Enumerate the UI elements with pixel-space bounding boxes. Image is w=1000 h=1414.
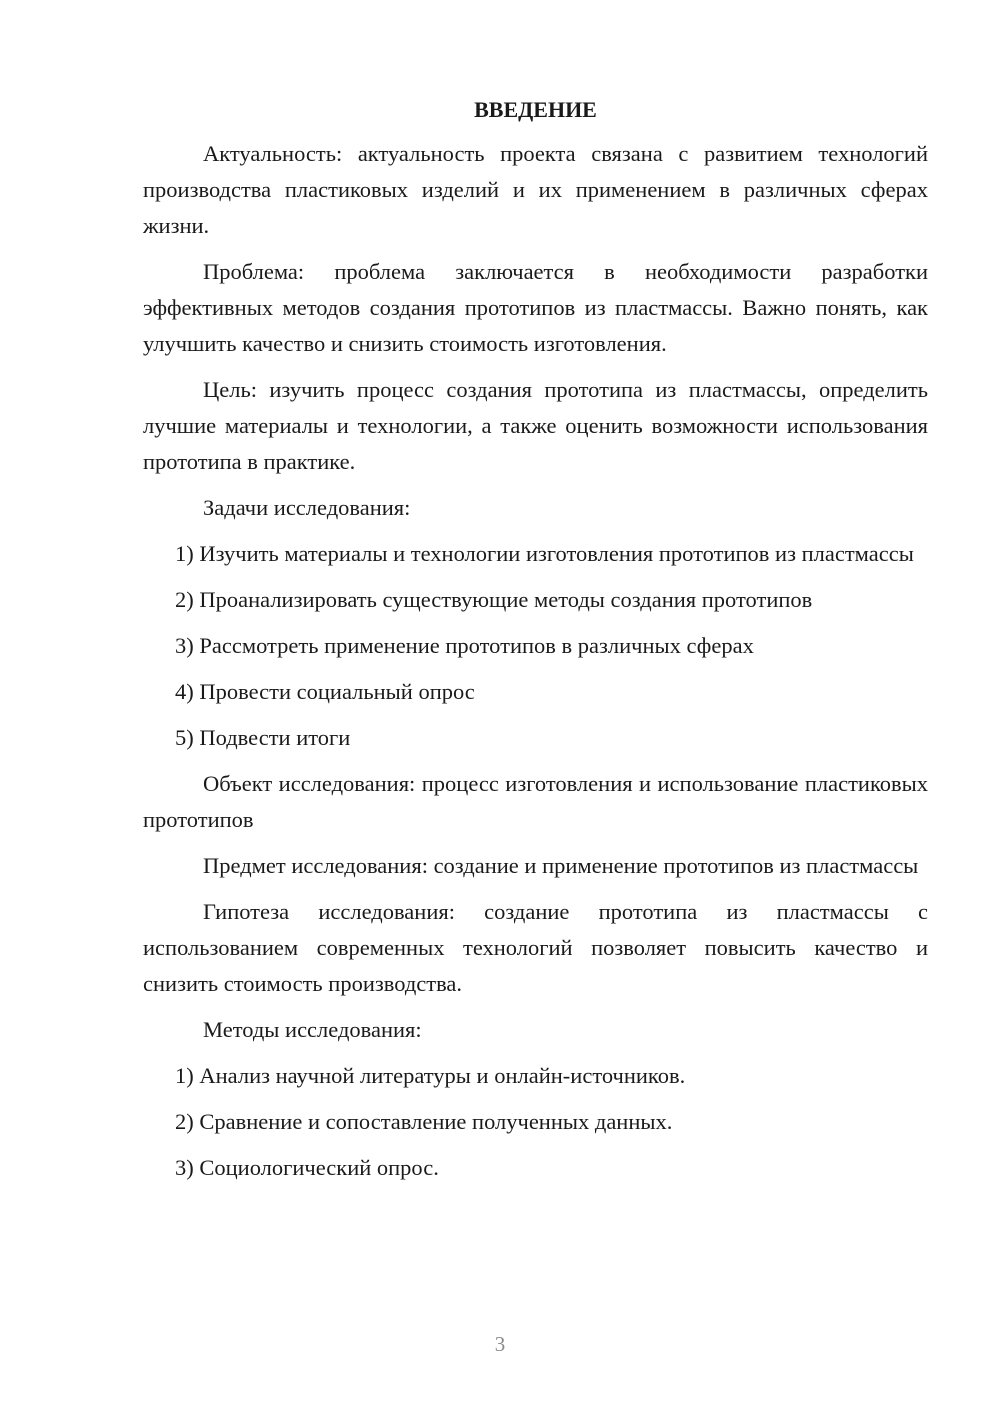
methods-heading: Методы исследования: (203, 1017, 422, 1042)
page-number: 3 (494, 1332, 506, 1356)
method-item-3: 3) Социологический опрос. (175, 1155, 439, 1180)
task-item-3: 3) Рассмотреть применение прототипов в различных сферах (175, 633, 754, 658)
task-item-2: 2) Проанализировать существующие методы создания прототипов (175, 587, 813, 612)
paragraph-hypothesis: Гипотеза исследования: создание прототипа из пластмассы с использованием современных технологий позволяет повысить качество и снизить стоимость производства. (143, 899, 928, 996)
task-item-4: 4) Провести социальный опрос (175, 679, 475, 704)
paragraph-object: Объект исследования: процесс изготовления и использование пластиковых прототипов (143, 771, 928, 832)
task-item-5: 5) Подвести итоги (175, 725, 351, 750)
method-item-2: 2) Сравнение и сопоставление полученных данных. (175, 1109, 673, 1134)
task-item-1: 1) Изучить материалы и технологии изготовления прототипов из пластмассы (175, 541, 914, 566)
method-item-1: 1) Анализ научной литературы и онлайн-источников. (175, 1063, 686, 1088)
paragraph-goal: Цель: изучить процесс создания прототипа из пластмассы, определить лучшие материалы и технологии, а также оценить возможности использования прототипа в практике. (143, 377, 928, 474)
page-title: ВВЕДЕНИЕ (474, 97, 597, 122)
document-page (143, 92, 928, 1196)
tasks-heading: Задачи исследования: (203, 495, 411, 520)
paragraph-relevance: Актуальность: актуальность проекта связана с развитием технологий производства пластиковых изделий и их применением в различных сферах жизни. (143, 141, 928, 238)
paragraph-subject: Предмет исследования: создание и применение прототипов из пластмассы (203, 853, 919, 878)
paragraph-problem: Проблема: проблема заключается в необходимости разработки эффективных методов создания прототипов из пластмассы. Важно понять, как улучшить качество и снизить стоимость изготовления. (143, 259, 928, 356)
